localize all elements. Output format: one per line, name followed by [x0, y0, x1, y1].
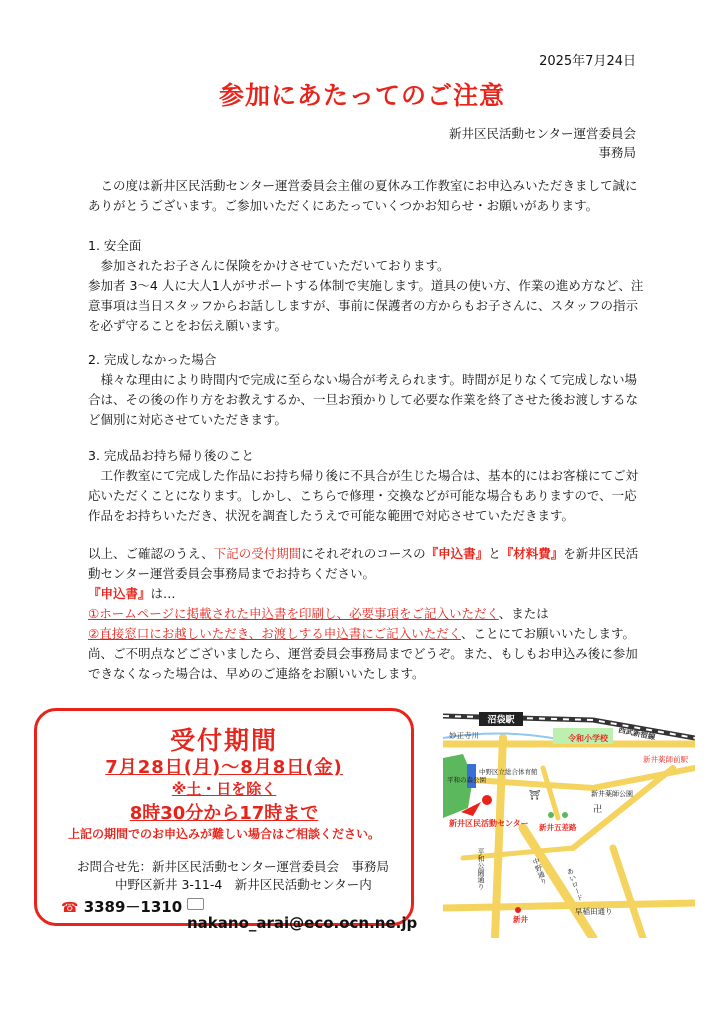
shrine-icon: ⛩: [529, 791, 541, 801]
reception-except: ※土・日を除く: [171, 780, 277, 798]
reception-hours: 8時30分から17時まで: [129, 803, 319, 824]
waseda-road-label: 早稲田通り: [575, 907, 613, 916]
intro-paragraph: この度は新井区民活動センター運営委員会主催の夏休み工作教室にお申込みいただきまして誠にありがとうございます。ご参加いただくにあたっていくつかお知らせ・お願いがあります。: [88, 178, 638, 213]
document-date: 2025年7月24日: [539, 54, 636, 69]
temple-icon: 卍: [593, 805, 603, 815]
mail-icon: [187, 898, 204, 910]
reception-dates: 7月28日(月)～8月8日(金): [105, 757, 343, 778]
phone-number: ☎ 3389－1310: [61, 898, 183, 916]
heiwa-road-label: 平和公園通り: [477, 848, 485, 890]
waseda-road: [443, 903, 695, 908]
station-label: 沼袋駅: [487, 715, 515, 726]
closing-paragraph: 以上、ご確認のうえ、下記の受付期間にそれぞれのコースの『申込書』と『材料費』を新井区民活動センター運営委員会事務局までお持ちください。 『申込書』は… ①ホームページに掲載された申込書を印刷し、必要事項をご記入いただく、または ②直接窓口にお越しいただき、お渡しする申込書にご記入いただく、ことにてお願いいたします。 尚、ご不明点などございましたら、運営委員会事務局までどうぞ。また、もしもお申込み後に参加できなくなった場合は、早めのご連絡をお願いいたします。: [88, 546, 639, 681]
gym-label: 中野区立総合体育館: [479, 768, 538, 776]
section-heading: 2. 完成しなかった場合: [88, 352, 217, 367]
contact-line: お問合せ先：新井区民活動センター運営委員会 事務局: [77, 859, 390, 874]
railway-label: 西武新宿線: [617, 725, 657, 742]
organization-office: 事務局: [598, 145, 636, 160]
reception-title: 受付期間: [169, 726, 278, 755]
document-title: 参加にあたってのご注意: [218, 81, 505, 110]
school-label: 令和小学校: [568, 734, 608, 743]
yakushi-station-label: 新井薬師前駅: [643, 755, 688, 764]
section-after-return: 3. 完成品お持ち帰り後のこと 工作教室にて完成した作品にお持ち帰り後に不具合が生じた場合は、基本的にはお客様にてご対応いただくことになります。しかし、こちらで修理・交換などが可能な場合もありますので、一応作品をお持ちいただき、状況を調査したうえで可能な範囲で対応させていただきます。: [88, 446, 648, 526]
address-line: 中野区新井 3-11-4 新井区民活動センター内: [115, 877, 372, 892]
organization-name: 新井区民活動センター運営委員会: [448, 126, 636, 141]
section-heading: 1. 安全面: [88, 238, 142, 253]
arai-label: 新井: [513, 915, 528, 924]
park-label: 平和の森公園: [447, 776, 486, 784]
yakushi-park-label: 新井薬師公園: [591, 790, 633, 798]
nakano-road-label: 中野通り: [531, 856, 549, 886]
aiai-road-label: あいロード: [565, 866, 585, 903]
access-map: [443, 708, 695, 938]
river-label: 妙正寺川: [449, 731, 479, 740]
phone-icon: ☎: [61, 900, 79, 916]
reception-note: 上記の期間でのお申込みが難しい場合はご相談ください。: [67, 827, 380, 841]
email-address: nakano_arai@eco.ocn.ne.jp: [187, 896, 417, 932]
section-heading: 3. 完成品お持ち帰り後のこと: [88, 448, 254, 463]
arai-marker: [515, 907, 521, 913]
gochome-label: 新井五差路: [539, 823, 577, 832]
center-label: 新井区民活動センター: [449, 819, 529, 828]
center-marker: [482, 795, 492, 805]
organization: [449, 124, 636, 162]
reception-period-box: [34, 708, 418, 932]
section-safety: 1. 安全面 参加されたお子さんに保険をかけさせていただいております。 参加者 3～4 人に大人1人がサポートする体制で実施します。道具の使い方、作業の進め方など、注意事項は当日スタッフからお話ししますが、事前に保護者の方からもお子さんに、スタッフの指示を必ず守ることをお伝え願います。: [88, 236, 648, 336]
gochome-marker: [548, 812, 554, 818]
section-incomplete: 2. 完成しなかった場合 様々な理由により時間内で完成に至らない場合が考えられます。時間が足りなくて完成しない場合は、その後の作り方をお教えするか、一旦お預かりして必要な作業を終了させた後お渡しするなど個別に対応させていただきます。: [88, 350, 648, 430]
